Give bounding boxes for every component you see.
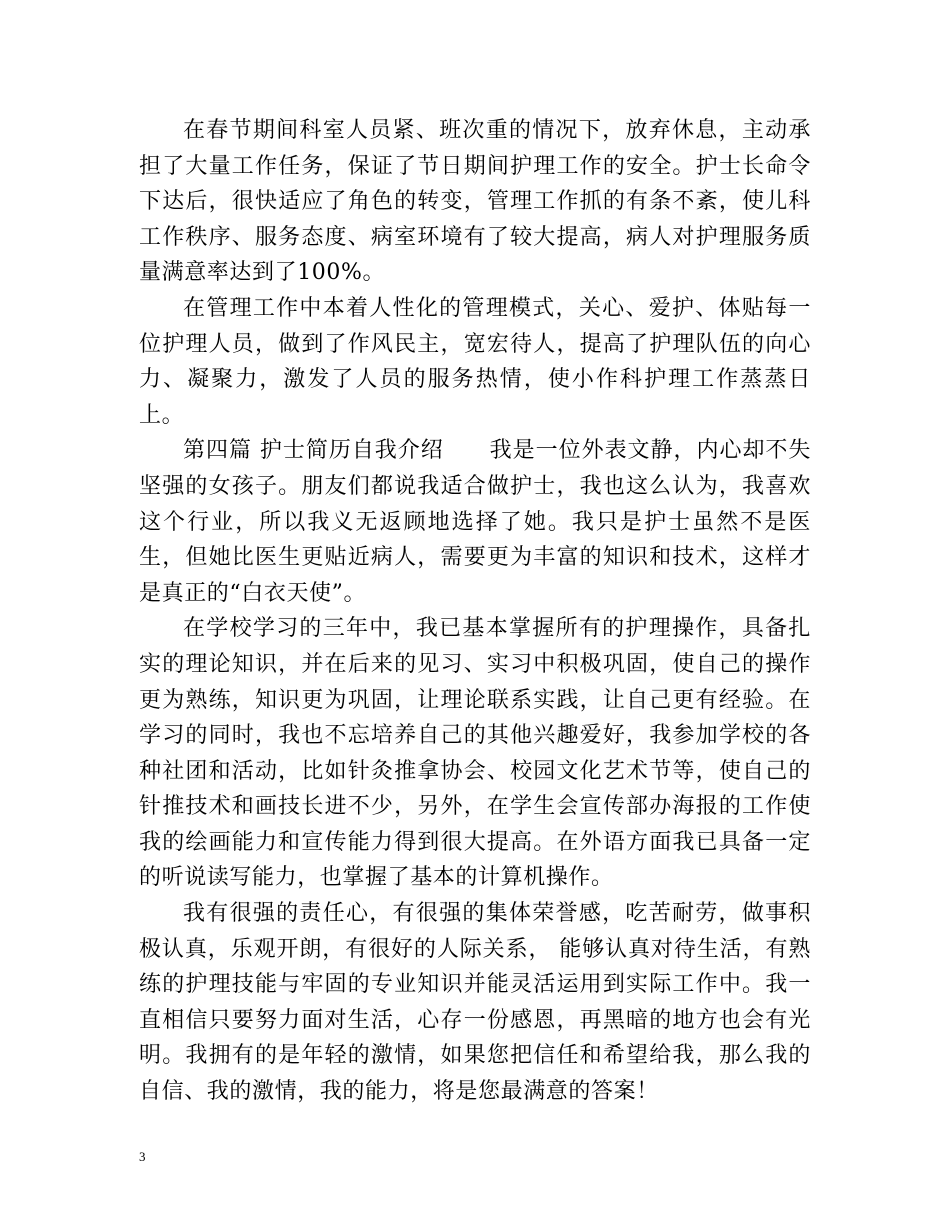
paragraph-self-introduction: 第四篇 护士简历自我介绍 我是一位外表文静，内心却不失坚强的女孩子。朋友们都说我适合做护士，我也这么认为，我喜欢这个行业，所以我义无返顾地选择了她。我只是护士虽然不是医生，但她比医生更贴近病人，需要更为丰富的知识和技术，这样才是真正的“白衣天使”。	[139, 438, 811, 606]
page-number: 3	[139, 1149, 146, 1164]
paragraph-spring-festival: 在春节期间科室人员紧、班次重的情况下，放弃休息，主动承担了大量工作任务，保证了节日期间护理工作的安全。护士长命令下达后，很快适应了角色的转变，管理工作抓的有条不紊，使儿科工作秩序、服务态度、病室环境有了较大提高，病人对护理服务质量满意率达到了100%。	[139, 118, 811, 286]
paragraph-management: 在管理工作中本着人性化的管理模式，关心、爱护、体贴每一位护理人员，做到了作风民主，宽宏待人，提高了护理队伍的向心力、凝聚力，激发了人员的服务热情，使小作科护理工作蒸蒸日上。	[139, 295, 811, 428]
paragraph-school-study: 在学校学习的三年中，我已基本掌握所有的护理操作，具备扎实的理论知识，并在后来的见习、实习中积极巩固，使自己的操作更为熟练，知识更为巩固，让理论联系实践，让自己更有经验。在学习的同时，我也不忘培养自己的其他兴趣爱好，我参加学校的各种社团和活动，比如针灸推拿协会、校园文化艺术节等，使自己的针推技术和画技长进不少，另外，在学生会宣传部办海报的工作使我的绘画能力和宣传能力得到很大提高。在外语方面我已具备一定的听说读写能力，也掌握了基本的计算机操作。	[139, 616, 811, 891]
paragraph-personal-qualities: 我有很强的责任心，有很强的集体荣誉感，吃苦耐劳，做事积极认真，乐观开朗，有很好的人际关系， 能够认真对待生活，有熟练的护理技能与牢固的专业知识并能灵活运用到实际工作中。我一直相信只要努力面对生活，心存一份感恩，再黑暗的地方也会有光明。我拥有的是年轻的激情，如果您把信任和希望给我，那么我的自信、我的激情，我的能力，将是您最满意的答案！	[139, 901, 811, 1105]
document-body	[139, 113, 811, 1110]
